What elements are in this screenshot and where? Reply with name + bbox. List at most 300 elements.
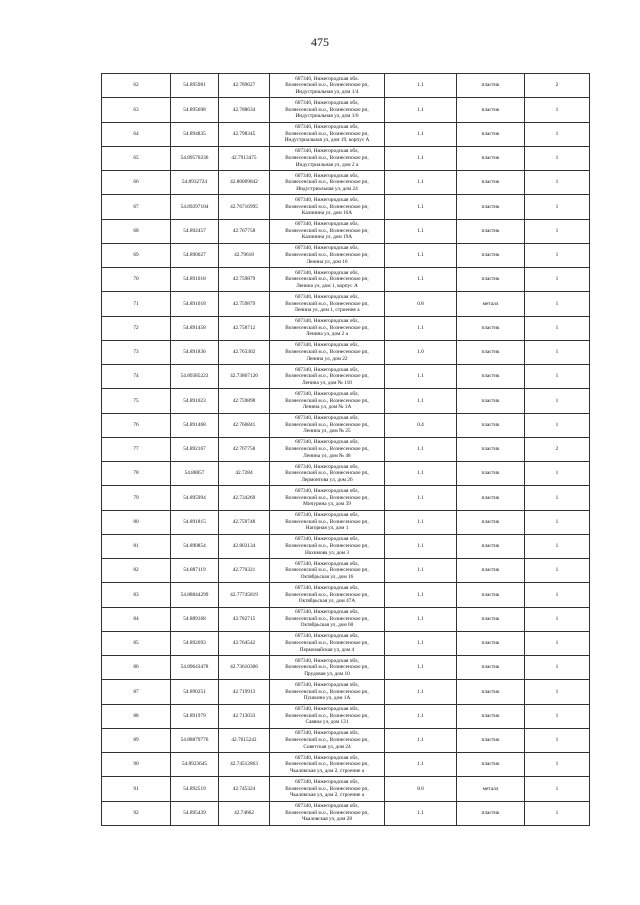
longitude-cell: 42.759879 xyxy=(219,268,270,292)
volume-cell: 1.1 xyxy=(385,753,457,777)
address-line: 607340, Нижегородская обл, xyxy=(295,463,359,470)
longitude-cell: 42.758712 xyxy=(219,316,270,340)
count-cell: 1 xyxy=(525,292,590,316)
longitude-cell: 42.74662 xyxy=(219,801,270,825)
volume-cell: 1.1 xyxy=(385,122,457,146)
row-number-cell: 91 xyxy=(102,777,171,801)
longitude-cell: 42.764542 xyxy=(219,631,270,655)
address-line: 607340, Нижегородская обл, xyxy=(295,318,359,325)
table-row xyxy=(102,607,590,631)
table-row xyxy=(102,146,590,170)
count-cell: 1 xyxy=(525,704,590,728)
latitude-cell: 54.891018 xyxy=(171,292,219,316)
address-cell xyxy=(270,437,385,461)
longitude-cell: 42.759898 xyxy=(219,389,270,413)
latitude-cell: 54.887119 xyxy=(171,559,219,583)
address-cell xyxy=(270,292,385,316)
volume-cell: 1.1 xyxy=(385,389,457,413)
material-cell: пластик xyxy=(457,365,525,389)
address-line: Индустриальная ул, дом 24 xyxy=(296,185,358,192)
address-line: 607340, Нижегородская обл, xyxy=(295,245,359,252)
volume-cell: 1.1 xyxy=(385,365,457,389)
address-line: Вознесенский м.о., Вознесенское рп, xyxy=(285,737,369,744)
row-number-cell: 90 xyxy=(102,753,171,777)
count-cell: 1 xyxy=(525,171,590,195)
address-cell xyxy=(270,631,385,655)
address-line: Вознесенский м.о., Вознесенское рп, xyxy=(285,252,369,259)
address-line: Вознесенский м.о., Вознесенское рп, xyxy=(285,179,369,186)
row-number-cell: 79 xyxy=(102,486,171,510)
volume-cell: 1.1 xyxy=(385,98,457,122)
table-row xyxy=(102,195,590,219)
longitude-cell: 42.76716995 xyxy=(219,195,270,219)
address-line: 607340, Нижегородская обл, xyxy=(295,633,359,640)
table-row xyxy=(102,413,590,437)
material-cell: пластик xyxy=(457,510,525,534)
material-cell: пластик xyxy=(457,534,525,558)
row-number-cell: 71 xyxy=(102,292,171,316)
count-cell: 1 xyxy=(525,583,590,607)
row-number-cell: 63 xyxy=(102,98,171,122)
material-cell: пластик xyxy=(457,219,525,243)
row-number-cell: 77 xyxy=(102,437,171,461)
latitude-cell: 54.8923645 xyxy=(171,753,219,777)
material-cell: пластик xyxy=(457,316,525,340)
volume-cell: 1.1 xyxy=(385,243,457,267)
address-line: Советская ул, дом 24 xyxy=(303,743,351,750)
volume-cell: 1.1 xyxy=(385,486,457,510)
volume-cell: 1.1 xyxy=(385,146,457,170)
row-number-cell: 80 xyxy=(102,510,171,534)
address-cell xyxy=(270,219,385,243)
latitude-cell: 54.891018 xyxy=(171,268,219,292)
address-line: 607340, Нижегородская обл, xyxy=(295,560,359,567)
volume-cell: 1.1 xyxy=(385,559,457,583)
address-line: 607340, Нижегородская обл, xyxy=(295,269,359,276)
row-number-cell: 89 xyxy=(102,728,171,752)
address-line: Калинина ул, дом 16А xyxy=(301,210,353,217)
address-line: Чкаловская ул, дом 28 xyxy=(302,816,352,823)
volume-cell: 1.1 xyxy=(385,195,457,219)
table-row xyxy=(102,316,590,340)
row-number-cell: 70 xyxy=(102,268,171,292)
longitude-cell: 42.759879 xyxy=(219,292,270,316)
address-line: 607340, Нижегородская обл, xyxy=(295,196,359,203)
volume-cell: 0.4 xyxy=(385,413,457,437)
material-cell: пластик xyxy=(457,656,525,680)
address-cell xyxy=(270,801,385,825)
address-line: Вознесенский м.о., Вознесенское рп, xyxy=(285,106,369,113)
address-line: Нагорная ул, дом 1 xyxy=(305,525,349,532)
address-cell xyxy=(270,656,385,680)
row-number-cell: 62 xyxy=(102,74,171,98)
address-line: Октябрьская ул, дом 16 xyxy=(300,573,354,580)
volume-cell: 0.8 xyxy=(385,292,457,316)
volume-cell: 1.1 xyxy=(385,219,457,243)
address-line: Вознесенский м.о., Вознесенское рп, xyxy=(285,494,369,501)
address-cell xyxy=(270,486,385,510)
address-line: Вознесенский м.о., Вознесенское рп, xyxy=(285,543,369,550)
latitude-cell: 54.89643478 xyxy=(171,656,219,680)
longitude-cell: 42.74512863 xyxy=(219,753,270,777)
row-number-cell: 68 xyxy=(102,219,171,243)
count-cell: 2 xyxy=(525,74,590,98)
longitude-cell: 42.73867126 xyxy=(219,365,270,389)
table-row xyxy=(102,219,590,243)
latitude-cell: 54.889168 xyxy=(171,607,219,631)
address-cell xyxy=(270,195,385,219)
address-line: Ленина ул, дом № 25 xyxy=(303,428,351,435)
address-line: Индустриальная ул, дом 1/6 xyxy=(295,113,359,120)
address-cell xyxy=(270,413,385,437)
address-cell xyxy=(270,534,385,558)
count-cell: 1 xyxy=(525,413,590,437)
table-row xyxy=(102,171,590,195)
address-cell xyxy=(270,146,385,170)
volume-cell: 1.1 xyxy=(385,268,457,292)
address-cell xyxy=(270,510,385,534)
count-cell: 1 xyxy=(525,195,590,219)
material-cell: пластик xyxy=(457,195,525,219)
address-line: Ленина ул, дом 16 xyxy=(306,258,348,265)
longitude-cell: 42.789627 xyxy=(219,74,270,98)
address-line: Вознесенский м.о., Вознесенское рп, xyxy=(285,785,369,792)
address-line: 607340, Нижегородская обл, xyxy=(295,754,359,761)
latitude-cell: 54.895439 xyxy=(171,801,219,825)
address-line: Индустриальная ул, дом 19, корпус А xyxy=(284,137,370,144)
address-line: Ленина ул, дом 1, строение а xyxy=(294,307,360,314)
latitude-cell: 54.89385223 xyxy=(171,365,219,389)
count-cell: 1 xyxy=(525,753,590,777)
address-line: Ленина ул, дом 1, корпус А xyxy=(296,282,358,289)
address-line: Вознесенский м.о., Вознесенское рп, xyxy=(285,664,369,671)
volume-cell: 1.1 xyxy=(385,510,457,534)
count-cell: 1 xyxy=(525,510,590,534)
table-row xyxy=(102,559,590,583)
material-cell: пластик xyxy=(457,607,525,631)
row-number-cell: 65 xyxy=(102,146,171,170)
address-cell xyxy=(270,268,385,292)
latitude-cell: 54.88857 xyxy=(171,462,219,486)
address-line: Чкаловская ул, дом 2, строение а xyxy=(289,767,365,774)
table-row xyxy=(102,389,590,413)
material-cell: пластик xyxy=(457,801,525,825)
table-row xyxy=(102,486,590,510)
volume-cell: 1.1 xyxy=(385,534,457,558)
address-line: Вознесенский м.о., Вознесенское рп, xyxy=(285,761,369,768)
address-line: Вознесенский м.о., Вознесенское рп, xyxy=(285,809,369,816)
address-cell xyxy=(270,316,385,340)
table-row xyxy=(102,631,590,655)
material-cell: металл xyxy=(457,777,525,801)
table-row xyxy=(102,243,590,267)
latitude-cell: 54.89570236 xyxy=(171,146,219,170)
row-number-cell: 73 xyxy=(102,340,171,364)
count-cell: 1 xyxy=(525,486,590,510)
material-cell: пластик xyxy=(457,704,525,728)
address-line: 607340, Нижегородская обл, xyxy=(295,342,359,349)
longitude-cell: 42.798345 xyxy=(219,122,270,146)
address-line: Ленина ул, дом № 48 xyxy=(303,452,351,459)
material-cell: пластик xyxy=(457,413,525,437)
address-cell xyxy=(270,98,385,122)
address-cell xyxy=(270,122,385,146)
latitude-cell: 54.891458 xyxy=(171,316,219,340)
material-cell: пластик xyxy=(457,243,525,267)
address-line: 607340, Нижегородская обл, xyxy=(295,172,359,179)
count-cell: 1 xyxy=(525,728,590,752)
longitude-cell: 42.803134 xyxy=(219,534,270,558)
address-line: 607340, Нижегородская обл, xyxy=(295,706,359,713)
longitude-cell: 42.763302 xyxy=(219,340,270,364)
volume-cell: 1.1 xyxy=(385,171,457,195)
table-row xyxy=(102,292,590,316)
address-line: Чкаловская ул, дом 2, строение а xyxy=(289,792,365,799)
volume-cell: 1.1 xyxy=(385,607,457,631)
count-cell: 1 xyxy=(525,316,590,340)
latitude-cell: 54.891023 xyxy=(171,389,219,413)
count-cell: 1 xyxy=(525,243,590,267)
latitude-cell: 54.892167 xyxy=(171,437,219,461)
row-number-cell: 67 xyxy=(102,195,171,219)
page-number: 475 xyxy=(311,35,329,49)
address-line: Вознесенский м.о., Вознесенское рп, xyxy=(285,82,369,89)
volume-cell: 8.0 xyxy=(385,777,457,801)
row-number-cell: 83 xyxy=(102,583,171,607)
count-cell: 1 xyxy=(525,534,590,558)
address-line: 607340, Нижегородская обл, xyxy=(295,293,359,300)
table-row xyxy=(102,122,590,146)
address-line: 607340, Нижегородская обл, xyxy=(295,415,359,422)
address-line: Вознесенский м.о., Вознесенское рп, xyxy=(285,446,369,453)
latitude-cell: 54.895981 xyxy=(171,74,219,98)
address-cell xyxy=(270,389,385,413)
registry-table-body xyxy=(102,74,590,826)
longitude-cell: 42.767758 xyxy=(219,219,270,243)
address-line: Вознесенский м.о., Вознесенское рп, xyxy=(285,227,369,234)
latitude-cell: 54.891815 xyxy=(171,510,219,534)
latitude-cell: 54.891979 xyxy=(171,704,219,728)
latitude-cell: 54.891836 xyxy=(171,340,219,364)
table-row xyxy=(102,365,590,389)
count-cell: 1 xyxy=(525,219,590,243)
row-number-cell: 76 xyxy=(102,413,171,437)
address-line: Ленина ул, дом 22 xyxy=(306,355,348,362)
address-line: Лермонтова ул, дом 26 xyxy=(301,476,353,483)
address-cell xyxy=(270,462,385,486)
volume-cell: 1.1 xyxy=(385,631,457,655)
address-cell xyxy=(270,340,385,364)
row-number-cell: 64 xyxy=(102,122,171,146)
count-cell: 1 xyxy=(525,631,590,655)
address-line: Прудовая ул, дом 10 xyxy=(304,670,350,677)
address-line: Пермомайская ул, дом 4 xyxy=(299,646,355,653)
longitude-cell: 42.788634 xyxy=(219,98,270,122)
registry-table xyxy=(101,73,590,826)
address-line: Вознесенский м.о., Вознесенское рп, xyxy=(285,373,369,380)
table-row xyxy=(102,534,590,558)
material-cell: пластик xyxy=(457,680,525,704)
latitude-cell: 54.88879776 xyxy=(171,728,219,752)
longitude-cell: 42.734269 xyxy=(219,486,270,510)
address-cell xyxy=(270,753,385,777)
volume-cell: 1.1 xyxy=(385,680,457,704)
count-cell: 1 xyxy=(525,462,590,486)
address-cell xyxy=(270,171,385,195)
address-cell xyxy=(270,243,385,267)
longitude-cell: 42.745324 xyxy=(219,777,270,801)
volume-cell: 1.0 xyxy=(385,340,457,364)
address-line: Вознесенский м.о., Вознесенское рп, xyxy=(285,276,369,283)
address-line: Октябрьская ул, дом 60 xyxy=(300,622,354,629)
address-line: 607340, Нижегородская обл, xyxy=(295,487,359,494)
count-cell: 1 xyxy=(525,122,590,146)
address-line: 607340, Нижегородская обл, xyxy=(295,536,359,543)
material-cell: пластик xyxy=(457,462,525,486)
material-cell: пластик xyxy=(457,98,525,122)
material-cell: металл xyxy=(457,292,525,316)
address-line: Вознесенский м.о., Вознесенское рп, xyxy=(285,421,369,428)
row-number-cell: 88 xyxy=(102,704,171,728)
longitude-cell: 42.719913 xyxy=(219,680,270,704)
row-number-cell: 81 xyxy=(102,534,171,558)
address-line: Калинина ул, дом 19А xyxy=(301,234,353,241)
address-line: Вознесенский м.о., Вознесенское рп, xyxy=(285,688,369,695)
latitude-cell: 54.8932724 xyxy=(171,171,219,195)
latitude-cell: 54.892693 xyxy=(171,631,219,655)
row-number-cell: 72 xyxy=(102,316,171,340)
volume-cell: 1.1 xyxy=(385,437,457,461)
material-cell: пластик xyxy=(457,753,525,777)
table-row xyxy=(102,340,590,364)
address-line: Вознесенский м.о., Вознесенское рп, xyxy=(285,567,369,574)
address-cell xyxy=(270,365,385,389)
address-line: Вознесенский м.о., Вознесенское рп, xyxy=(285,615,369,622)
count-cell: 1 xyxy=(525,98,590,122)
address-line: Вознесенский м.о., Вознесенское рп, xyxy=(285,300,369,307)
material-cell: пластик xyxy=(457,559,525,583)
longitude-cell: 42.766841 xyxy=(219,413,270,437)
address-line: Вознесенский м.о., Вознесенское рп, xyxy=(285,397,369,404)
address-line: Нахимова ул, дом 3 xyxy=(304,549,350,556)
row-number-cell: 87 xyxy=(102,680,171,704)
row-number-cell: 92 xyxy=(102,801,171,825)
latitude-cell: 54.89297104 xyxy=(171,195,219,219)
longitude-cell: 42.7913475 xyxy=(219,146,270,170)
volume-cell: 1.1 xyxy=(385,583,457,607)
address-line: 607340, Нижегородская обл, xyxy=(295,609,359,616)
count-cell: 1 xyxy=(525,777,590,801)
address-line: 607340, Нижегородская обл, xyxy=(295,221,359,228)
address-line: Вознесенский м.о., Вознесенское рп, xyxy=(285,203,369,210)
longitude-cell: 42.80009842 xyxy=(219,171,270,195)
latitude-cell: 54.892519 xyxy=(171,777,219,801)
address-line: Ленина ул, дом № 110 xyxy=(302,379,352,386)
material-cell: пластик xyxy=(457,583,525,607)
row-number-cell: 86 xyxy=(102,656,171,680)
row-number-cell: 74 xyxy=(102,365,171,389)
table-row xyxy=(102,656,590,680)
latitude-cell: 54.890027 xyxy=(171,243,219,267)
longitude-cell: 42.713033 xyxy=(219,704,270,728)
count-cell: 1 xyxy=(525,268,590,292)
count-cell: 2 xyxy=(525,437,590,461)
row-number-cell: 84 xyxy=(102,607,171,631)
latitude-cell: 54.88844299 xyxy=(171,583,219,607)
volume-cell: 1.1 xyxy=(385,704,457,728)
count-cell: 1 xyxy=(525,365,590,389)
address-line: 607340, Нижегородская обл, xyxy=(295,439,359,446)
volume-cell: 1.1 xyxy=(385,656,457,680)
row-number-cell: 78 xyxy=(102,462,171,486)
latitude-cell: 54.890251 xyxy=(171,680,219,704)
material-cell: пластик xyxy=(457,146,525,170)
table-row xyxy=(102,583,590,607)
address-line: Октябрьская ул, дом 47А xyxy=(298,598,356,605)
address-line: Вознесенский м.о., Вознесенское рп, xyxy=(285,349,369,356)
table-row xyxy=(102,74,590,98)
address-line: Вознесенский м.о., Вознесенское рп, xyxy=(285,518,369,525)
count-cell: 1 xyxy=(525,389,590,413)
longitude-cell: 42.73610306 xyxy=(219,656,270,680)
count-cell: 1 xyxy=(525,656,590,680)
material-cell: пластик xyxy=(457,268,525,292)
address-line: 607340, Нижегородская обл, xyxy=(295,390,359,397)
address-line: Ленина ул, дом 2 а xyxy=(305,331,349,338)
address-line: Вознесенский м.о., Вознесенское рп, xyxy=(285,155,369,162)
longitude-cell: 42.79618 xyxy=(219,243,270,267)
table-row xyxy=(102,680,590,704)
row-number-cell: 69 xyxy=(102,243,171,267)
count-cell: 1 xyxy=(525,559,590,583)
table-row xyxy=(102,777,590,801)
address-line: Пушкина ул, дом 1А xyxy=(303,695,351,702)
address-cell xyxy=(270,680,385,704)
longitude-cell: 42.770321 xyxy=(219,559,270,583)
table-row xyxy=(102,704,590,728)
address-line: Индустриальная ул, дом 2 а xyxy=(295,161,359,168)
table-row xyxy=(102,268,590,292)
address-line: Мичурина ул, дом 39 xyxy=(303,501,351,508)
volume-cell: 1.1 xyxy=(385,316,457,340)
address-line: Вознесенский м.о., Вознесенское рп, xyxy=(285,130,369,137)
longitude-cell: 42.7615242 xyxy=(219,728,270,752)
table-row xyxy=(102,801,590,825)
address-cell xyxy=(270,704,385,728)
address-line: 607340, Нижегородская обл, xyxy=(295,778,359,785)
table-row xyxy=(102,437,590,461)
longitude-cell: 42.77745819 xyxy=(219,583,270,607)
table-row xyxy=(102,98,590,122)
latitude-cell: 54.891468 xyxy=(171,413,219,437)
count-cell: 1 xyxy=(525,680,590,704)
address-line: 607340, Нижегородская обл, xyxy=(295,148,359,155)
count-cell: 1 xyxy=(525,340,590,364)
material-cell: пластик xyxy=(457,340,525,364)
material-cell: пластик xyxy=(457,437,525,461)
address-line: 607340, Нижегородская обл. xyxy=(295,75,359,82)
address-line: 607340, Нижегородская обл, xyxy=(295,99,359,106)
address-line: Вознесенский м.о., Вознесенское рп, xyxy=(285,324,369,331)
row-number-cell: 66 xyxy=(102,171,171,195)
address-line: Саввиа ул, дом 131 xyxy=(305,719,349,726)
material-cell: пластик xyxy=(457,74,525,98)
longitude-cell: 42.767758 xyxy=(219,437,270,461)
volume-cell: 1.1 xyxy=(385,801,457,825)
latitude-cell: 54.895994 xyxy=(171,486,219,510)
count-cell: 1 xyxy=(525,607,590,631)
address-line: Индустриальная ул, дом 1/4 xyxy=(295,88,359,95)
